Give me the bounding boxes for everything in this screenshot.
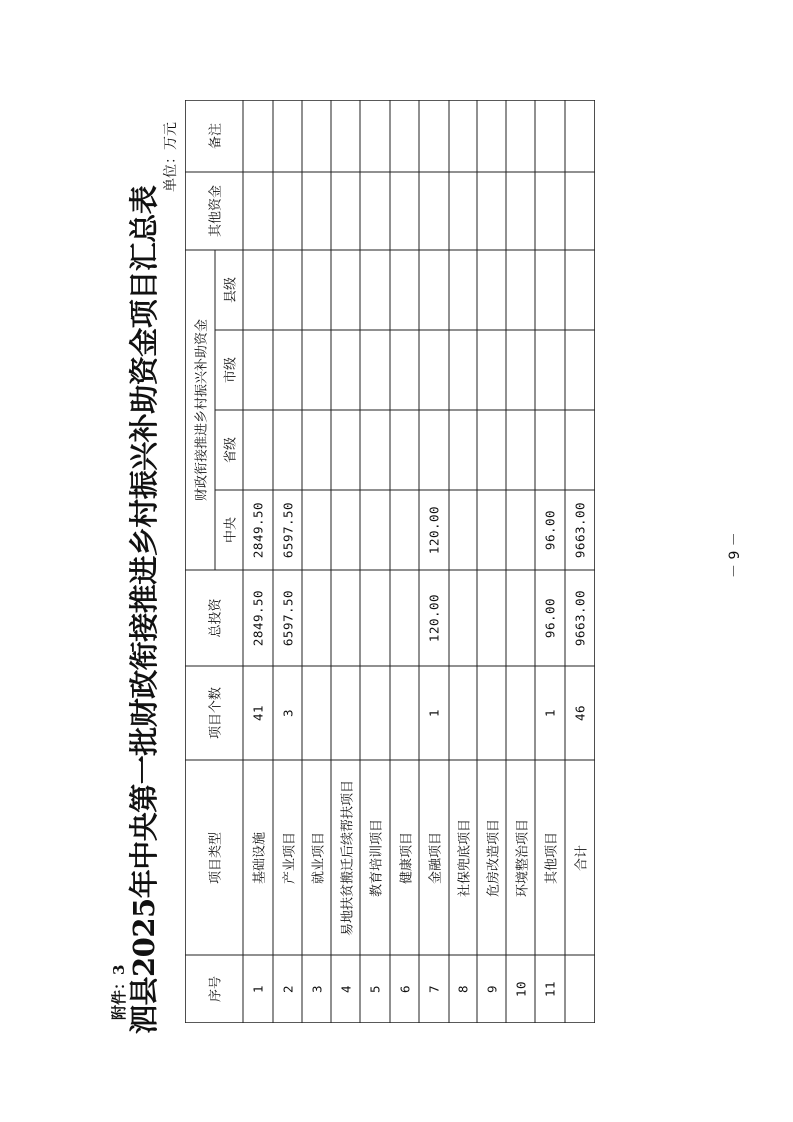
row-type: 金融项目 <box>428 831 444 884</box>
header-provincial: 省级 <box>223 436 239 464</box>
row-count: 1 <box>542 708 558 718</box>
row-total: 2849.50 <box>250 589 266 647</box>
row-count: 41 <box>250 704 266 722</box>
header-count: 项目个数 <box>208 686 224 740</box>
row-central: 96.00 <box>542 509 558 551</box>
row-total: 96.00 <box>542 597 558 639</box>
row-type: 环境整治项目 <box>515 818 530 897</box>
header-county: 县级 <box>223 276 239 304</box>
row-total: 120.00 <box>426 593 442 643</box>
row-type: 社保兜底项目 <box>457 818 473 897</box>
row-seq: 3 <box>309 984 324 994</box>
header-total: 总投资 <box>208 598 224 638</box>
row-seq: 6 <box>397 984 412 994</box>
row-seq: 9 <box>484 984 499 994</box>
total-central: 9663.00 <box>572 501 588 559</box>
row-seq: 11 <box>542 980 558 998</box>
row-type: 就业项目 <box>311 831 326 884</box>
total-label: 合计 <box>574 844 590 871</box>
summary-table <box>185 100 595 1023</box>
row-seq: 8 <box>455 984 471 994</box>
row-type: 基础设施 <box>252 831 268 884</box>
total-total: 9663.00 <box>572 589 588 647</box>
attachment-label: 附件：3 <box>110 964 128 1020</box>
header-remark: 备注 <box>208 122 224 150</box>
header-municipal: 市级 <box>223 356 239 384</box>
row-seq: 4 <box>338 984 353 994</box>
row-seq: 7 <box>426 984 442 994</box>
unit-label: 单位：万元 <box>163 122 179 192</box>
row-type: 产业项目 <box>282 831 297 884</box>
row-seq: 10 <box>513 980 528 998</box>
row-central: 120.00 <box>426 505 442 555</box>
header-type: 项目类型 <box>208 831 224 884</box>
row-seq: 5 <box>367 984 383 994</box>
row-central: 6597.50 <box>280 501 295 559</box>
row-count: 1 <box>426 708 442 718</box>
row-central: 2849.50 <box>250 501 266 559</box>
table-grid <box>185 100 595 1023</box>
row-type: 易地扶贫搬迁后续帮扶项目 <box>340 779 355 936</box>
page-number: － 9 － <box>727 532 743 578</box>
header-seq: 序号 <box>208 975 224 1003</box>
row-seq: 2 <box>280 984 295 994</box>
page-title: 泗县2025年中央第一批财政衔接推进乡村振兴补助资金项目汇总表 <box>127 185 161 1034</box>
row-seq: 1 <box>250 984 266 994</box>
row-type: 健康项目 <box>399 831 414 884</box>
header-other: 其他资金 <box>208 184 224 238</box>
row-type: 教育培训项目 <box>369 818 385 897</box>
row-type: 危房改造项目 <box>486 818 501 897</box>
total-count: 46 <box>572 704 588 722</box>
header-fund-group: 财政衔接推进乡村振兴补助资金 <box>194 318 210 502</box>
header-central: 中央 <box>223 516 239 544</box>
row-count: 3 <box>280 708 295 718</box>
row-type: 其他项目 <box>544 831 560 884</box>
row-total: 6597.50 <box>280 589 295 647</box>
